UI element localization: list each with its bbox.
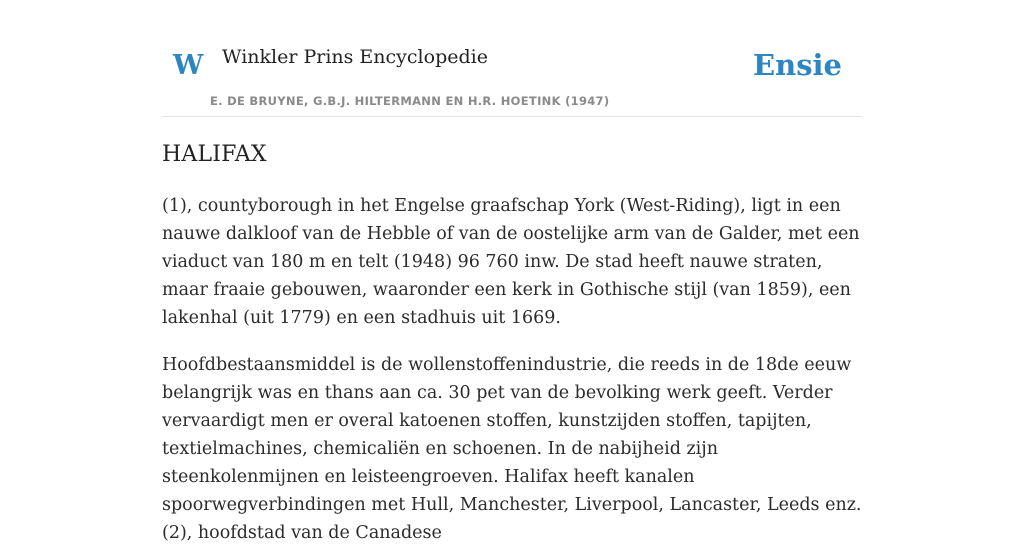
site-header: [162, 0, 862, 117]
article-paragraph-1: (1), countyborough in het Engelse graafschap York (West-Riding), ligt in een nauwe dalkloof van de Hebble of van de oostelijke arm van de Galder, met een viaduct van 180 m en telt (1948) 96 760 inw. De stad heeft nauwe straten, maar fraaie gebouwen, waaronder een kerk in Gothische stijl (van 1859), een lakenhal (uit 1779) en een stadhuis uit 1669.: [162, 196, 860, 328]
article: [162, 138, 862, 547]
article-paragraph-2: Hoofdbestaansmiddel is de wollenstoffenindustrie, die reeds in de 18de eeuw belangrijk was en thans aan ca. 30 pet van de bevolking werk geeft. Verder vervaardigt men er overal katoenen stoffen, kunstzijden stoffen, tapijten, textielmachines, chemicaliën en schoenen. In de nabijheid zijn steenkolenmijnen en leisteengroeven. Halifax heeft kanalen spoorwegverbindingen met Hull, Manchester, Liverpool, Lancaster, Leeds enz.(2), hoofdstad van de Canadese: [162, 355, 862, 543]
source-title[interactable]: Winkler Prins Encyclopedie: [222, 46, 488, 68]
article-headword: HALIFAX: [162, 142, 267, 167]
source-authors: E. DE BRUYNE, G.B.J. HILTERMANN EN H.R. HOETINK (1947): [210, 94, 610, 108]
winkler-prins-logo-icon[interactable]: W: [173, 50, 204, 81]
ensie-brand-link[interactable]: Ensie: [753, 48, 842, 82]
